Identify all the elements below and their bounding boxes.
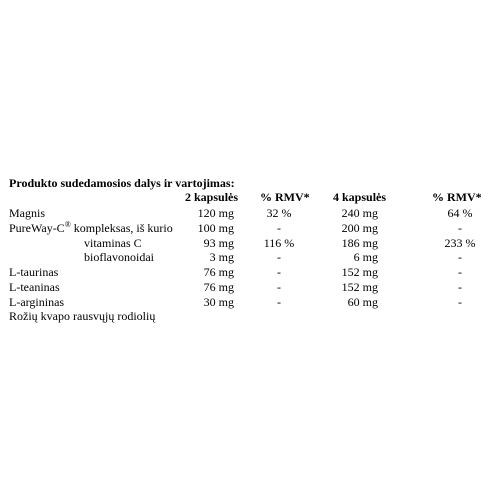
row-name: Rožių kvapo rausvųjų rodiolių [9, 309, 156, 323]
row-rmv-1: 32 % [266, 206, 292, 220]
row-value-4: 152 mg [341, 265, 378, 279]
row-rmv-2: - [458, 265, 462, 279]
row-value-2: 93 mg [203, 236, 234, 250]
row-value-2: 100 mg [197, 221, 234, 235]
row-value-2: 76 mg [203, 265, 234, 279]
header-dose-2: 2 kapsulės [185, 190, 239, 204]
row-rmv-1: - [277, 265, 281, 279]
row-rmv-1: - [277, 295, 281, 309]
row-name: Magnis [9, 206, 45, 220]
row-value-4: 152 mg [341, 280, 378, 294]
row-name: PureWay-C® kompleksas, iš kurio [9, 220, 173, 235]
row-rmv-1: - [277, 221, 281, 235]
row-value-4: 186 mg [341, 236, 378, 250]
row-value-4: 200 mg [341, 221, 378, 235]
row-rmv-2: - [458, 280, 462, 294]
row-rmv-2: - [458, 221, 462, 235]
row-rmv-2: - [458, 250, 462, 264]
row-name: L-argininas [9, 295, 65, 309]
row-name: bioflavonoidai [84, 250, 154, 264]
table-title: Produkto sudedamosios dalys ir vartojimas: [9, 176, 235, 190]
header-rmv-2: % RMV* [432, 190, 482, 204]
row-name: L-teaninas [9, 280, 60, 294]
row-name: vitaminas C [84, 236, 142, 250]
row-rmv-1: - [277, 280, 281, 294]
row-value-2: 120 mg [197, 206, 234, 220]
row-name: L-taurinas [9, 265, 59, 279]
header-dose-4: 4 kapsulės [333, 190, 387, 204]
row-value-4: 240 mg [341, 206, 378, 220]
row-value-2: 3 mg [209, 250, 234, 264]
row-rmv-1: - [277, 250, 281, 264]
row-rmv-1: 116 % [263, 236, 295, 250]
row-value-2: 76 mg [203, 280, 234, 294]
row-rmv-2: - [458, 295, 462, 309]
row-rmv-2: 64 % [447, 206, 473, 220]
row-value-4: 60 mg [347, 295, 378, 309]
row-value-2: 30 mg [203, 295, 234, 309]
row-rmv-2: 233 % [444, 236, 476, 250]
header-rmv-1: % RMV* [260, 190, 310, 204]
row-value-4: 6 mg [353, 250, 378, 264]
